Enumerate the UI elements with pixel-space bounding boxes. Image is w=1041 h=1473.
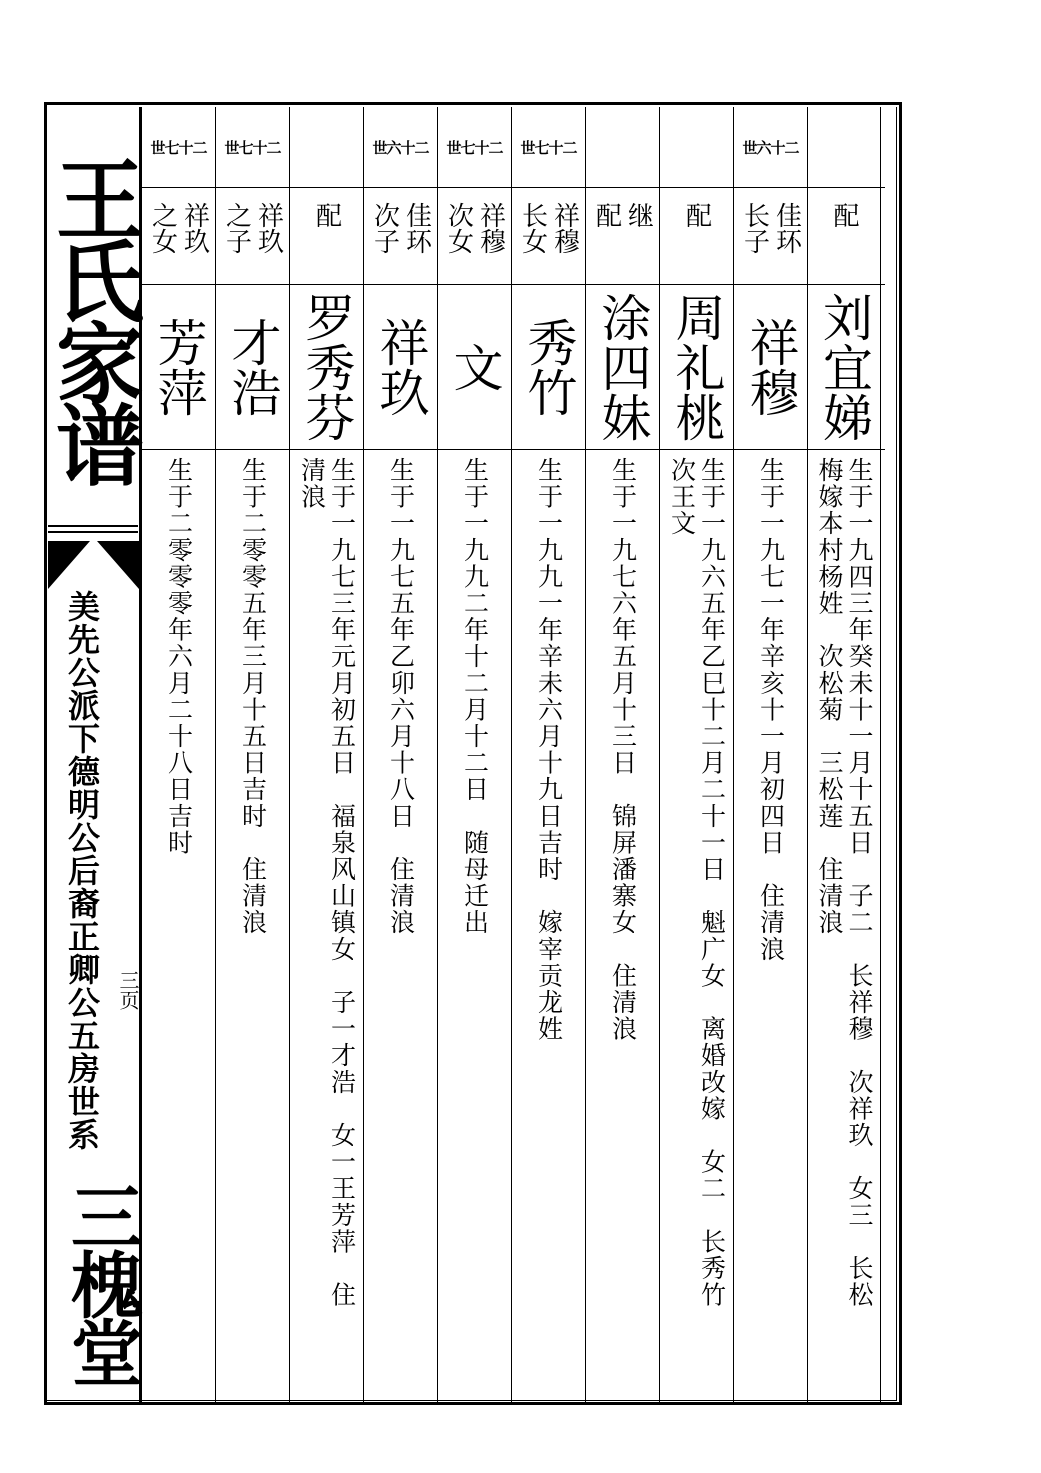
person-detail: 生于一九六五年乙巳十二月二十一日 魁广女 离婚改嫁 女二 长秀竹 次王文 (667, 457, 727, 1309)
relation-label: 祥穆 次女 (443, 202, 506, 254)
relation-label: 祥玖 之女 (147, 202, 210, 254)
person-column (363, 107, 437, 1404)
genealogy-table (141, 107, 885, 1404)
person-column (585, 107, 659, 1404)
relation-label: 祥玖 之子 (221, 202, 284, 254)
person-column (807, 107, 881, 1404)
generation-label: 世六十二 (742, 138, 799, 157)
person-name: 祥穆 (741, 316, 800, 417)
person-name: 罗秀芬 (297, 291, 356, 442)
generation-label: 世七十二 (520, 138, 577, 157)
person-column (659, 107, 733, 1404)
generation-label: 世七十二 (150, 138, 207, 157)
person-column (141, 107, 215, 1404)
person-detail: 生于一九四三年癸未十一月十五日 子二 长祥穆 次祥玖 女三 长松 梅嫁本村杨姓 次松菊 三松莲 住清浪 (815, 457, 874, 1309)
relation-label: 配 (829, 202, 859, 228)
book-title: 王氏家谱 (42, 154, 146, 482)
relation-label: 佳环 次子 (369, 202, 432, 254)
person-name: 祥玖 (371, 316, 430, 417)
person-detail: 生于一九七一年辛亥十一月初四日 住清浪 (756, 457, 786, 963)
page-number: 三页 (116, 970, 140, 1010)
generation-label: 世六十二 (372, 138, 429, 157)
generation-label: 世七十二 (224, 138, 281, 157)
generation-label (290, 107, 363, 187)
person-name: 芳萍 (149, 316, 208, 417)
person-column (733, 107, 807, 1404)
relation-label: 佳环 长子 (739, 202, 802, 254)
person-detail: 生于二零零零年六月二十八日吉时 (164, 457, 194, 856)
person-column (511, 107, 585, 1404)
person-name: 秀竹 (519, 316, 578, 417)
person-detail: 生于一九七五年乙卯六月十八日 住清浪 (386, 457, 416, 936)
generation-label (660, 107, 733, 187)
person-name: 文 (445, 341, 504, 392)
generation-label (586, 107, 659, 187)
person-name: 涂四妹 (593, 291, 652, 442)
person-name: 周礼桃 (667, 291, 726, 442)
divider-line (48, 525, 138, 527)
relation-label: 配 (311, 202, 342, 228)
person-name: 刘宜娣 (815, 291, 873, 442)
hall-name: 三槐堂 (59, 1180, 144, 1384)
person-detail: 生于一九九一年辛未六月十九日吉时 嫁宰贡龙姓 (534, 457, 564, 1043)
person-detail: 生于一九七六年五月十三日 锦屏潘寨女 住清浪 (608, 457, 638, 1043)
person-column (215, 107, 289, 1404)
lineage-subtitle: 美先公派下德明公后裔正卿公五房世系 (63, 590, 101, 1151)
person-column (437, 107, 511, 1404)
person-detail: 生于一九九二年十二月十二日 随母迁出 (460, 457, 490, 936)
generation-label (808, 107, 880, 187)
relation-label: 继 配 (591, 202, 654, 228)
relation-label: 配 (681, 202, 712, 228)
divider-line (48, 531, 138, 533)
person-detail: 生于一九七三年元月初五日 福泉风山镇女 子一才浩 女一王芳萍 住 清浪 (297, 457, 357, 1309)
spine-triangle-ornament (48, 541, 139, 589)
person-name: 才浩 (223, 316, 282, 417)
person-detail: 生于二零零五年三月十五日吉时 住清浪 (238, 457, 268, 936)
person-column (289, 107, 363, 1404)
generation-label: 世七十二 (446, 138, 503, 157)
relation-label: 祥穆 长女 (517, 202, 580, 254)
